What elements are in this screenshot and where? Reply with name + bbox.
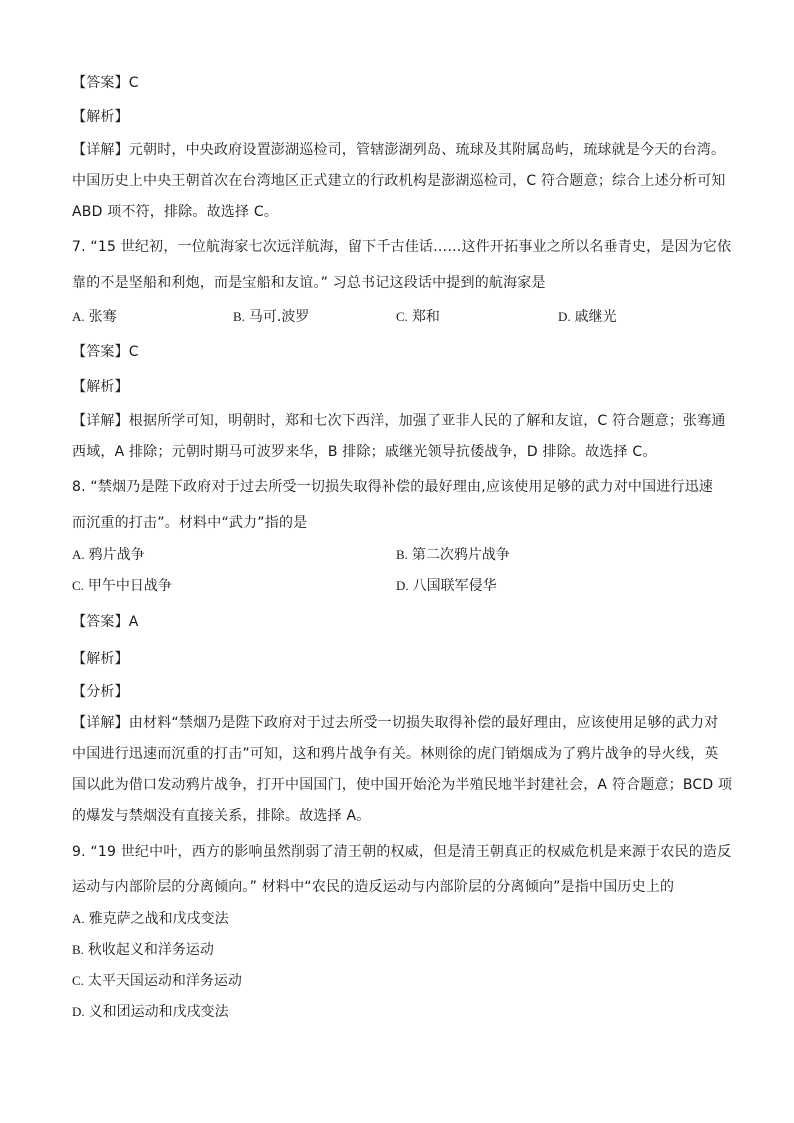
detail-8-line-2: 中国进行迅速而沉重的打击”可知，这和鸦片战争有关。林则徐的虎门销烟成为了鸦片战争的导火线，英 (72, 746, 719, 762)
detail-7-line-1: 【详解】根据所学可知，明朝时，郑和七次下西洋，加强了亚非人民的了解和友谊，C 符合题意；张骞通 (72, 413, 726, 429)
q7-option-d (558, 308, 617, 326)
analysis-sub-heading-8: 【分析】 (72, 684, 129, 700)
q9-option-c-text: 太平天国运动和洋务运动 (87, 973, 242, 989)
q8-option-b-letter: B. (396, 547, 408, 562)
question-9-line-2: 运动与内部阶层的分离倾向。” 材料中“农民的造反运动与内部阶层的分离倾向”是指中国历史上的 (72, 879, 675, 895)
q7-option-b (233, 308, 309, 326)
q9-option-b-letter: B. (72, 942, 84, 957)
q8-option-c-text: 甲午中日战争 (87, 578, 172, 594)
q7-option-c-letter: C. (396, 309, 408, 324)
q7-option-b-letter: B. (233, 309, 245, 324)
q7-option-a-text: 张骞 (88, 309, 117, 325)
detail-8-line-1: 【详解】由材料“禁烟乃是陛下政府对于过去所受一切损失取得补偿的最好理由，应该使用足够的武力对 (72, 715, 719, 731)
q8-option-a-text: 鸦片战争 (88, 547, 145, 563)
question-9-line-1: 9. “19 世纪中叶，西方的影响虽然削弱了清王朝的权威，但是清王朝真正的权威危机是来源于农民的造反 (72, 844, 732, 860)
q7-option-d-text: 戚继光 (574, 309, 617, 325)
detail-6-line-3: ABD 项不符，排除。故选择 C。 (72, 204, 279, 220)
q8-option-d-letter: D. (396, 578, 409, 593)
q7-option-b-text: 马可.波罗 (248, 309, 310, 325)
q9-option-a (72, 910, 229, 928)
q8-option-b (396, 546, 510, 564)
q9-option-d-letter: D. (72, 1004, 85, 1019)
question-8-line-2: 而沉重的打击”。材料中“武力”指的是 (72, 515, 308, 531)
detail-6-line-2: 中国历史上中央王朝首次在台湾地区正式建立的行政机构是澎湖巡检司，C 符合题意；综合上述分析可知 (72, 173, 726, 189)
q9-option-a-letter: A. (72, 911, 85, 926)
q9-option-c (72, 972, 242, 990)
q9-option-b (72, 941, 214, 959)
detail-8-line-4: 的爆发与禁烟没有直接关系，排除。故选择 A。 (72, 808, 371, 824)
question-8-line-1: 8. “禁烟乃是陛下政府对于过去所受一切损失取得补偿的最好理由,应该使用足够的武力对中国进行迅速 (72, 479, 714, 495)
q8-option-d (396, 577, 497, 595)
q7-option-a (72, 308, 117, 326)
answer-7: 【答案】C (72, 344, 139, 360)
q7-option-a-letter: A. (72, 309, 85, 324)
q9-option-b-text: 秋收起义和洋务运动 (87, 942, 214, 958)
detail-8-line-3: 国以此为借口发动鸦片战争，打开中国国门，使中国开始沦为半殖民地半封建社会，A 符合题意；BCD 项 (72, 777, 733, 793)
analysis-heading-6: 【解析】 (72, 109, 129, 125)
analysis-heading-8: 【解析】 (72, 651, 129, 667)
detail-7-line-2: 西域，A 排除；元朝时期马可波罗来华，B 排除；戚继光领导抗倭战争，D 排除。故选择 C。 (72, 444, 657, 460)
question-7-line-2: 靠的不是坚船和利炮，而是宝船和友谊。” 习总书记这段话中提到的航海家是 (72, 275, 546, 291)
detail-6-line-1: 【详解】元朝时，中央政府设置澎湖巡检司，管辖澎湖列岛、琉球及其附属岛屿，琉球就是今天的台湾。 (72, 142, 726, 158)
q7-option-c-text: 郑和 (411, 309, 440, 325)
q7-option-d-letter: D. (558, 309, 571, 324)
q8-option-c-letter: C. (72, 578, 84, 593)
analysis-heading-7: 【解析】 (72, 379, 129, 395)
answer-8: 【答案】A (72, 614, 139, 630)
q7-option-c (396, 308, 440, 326)
q8-option-b-text: 第二次鸦片战争 (411, 547, 510, 563)
q8-option-a (72, 546, 145, 564)
question-7-line-1: 7. “15 世纪初，一位航海家七次远洋航海，留下千古佳话……这件开拓事业之所以名垂青史，是因为它依 (72, 239, 732, 255)
q9-option-c-letter: C. (72, 973, 84, 988)
q9-option-d-text: 义和团运动和戊戌变法 (88, 1004, 229, 1020)
q8-option-a-letter: A. (72, 547, 85, 562)
answer-6: 【答案】C (72, 75, 139, 91)
q8-option-c (72, 577, 172, 595)
q8-option-d-text: 八国联军侵华 (412, 578, 497, 594)
q9-option-d (72, 1003, 229, 1021)
q9-option-a-text: 雅克萨之战和戊戌变法 (88, 911, 229, 927)
